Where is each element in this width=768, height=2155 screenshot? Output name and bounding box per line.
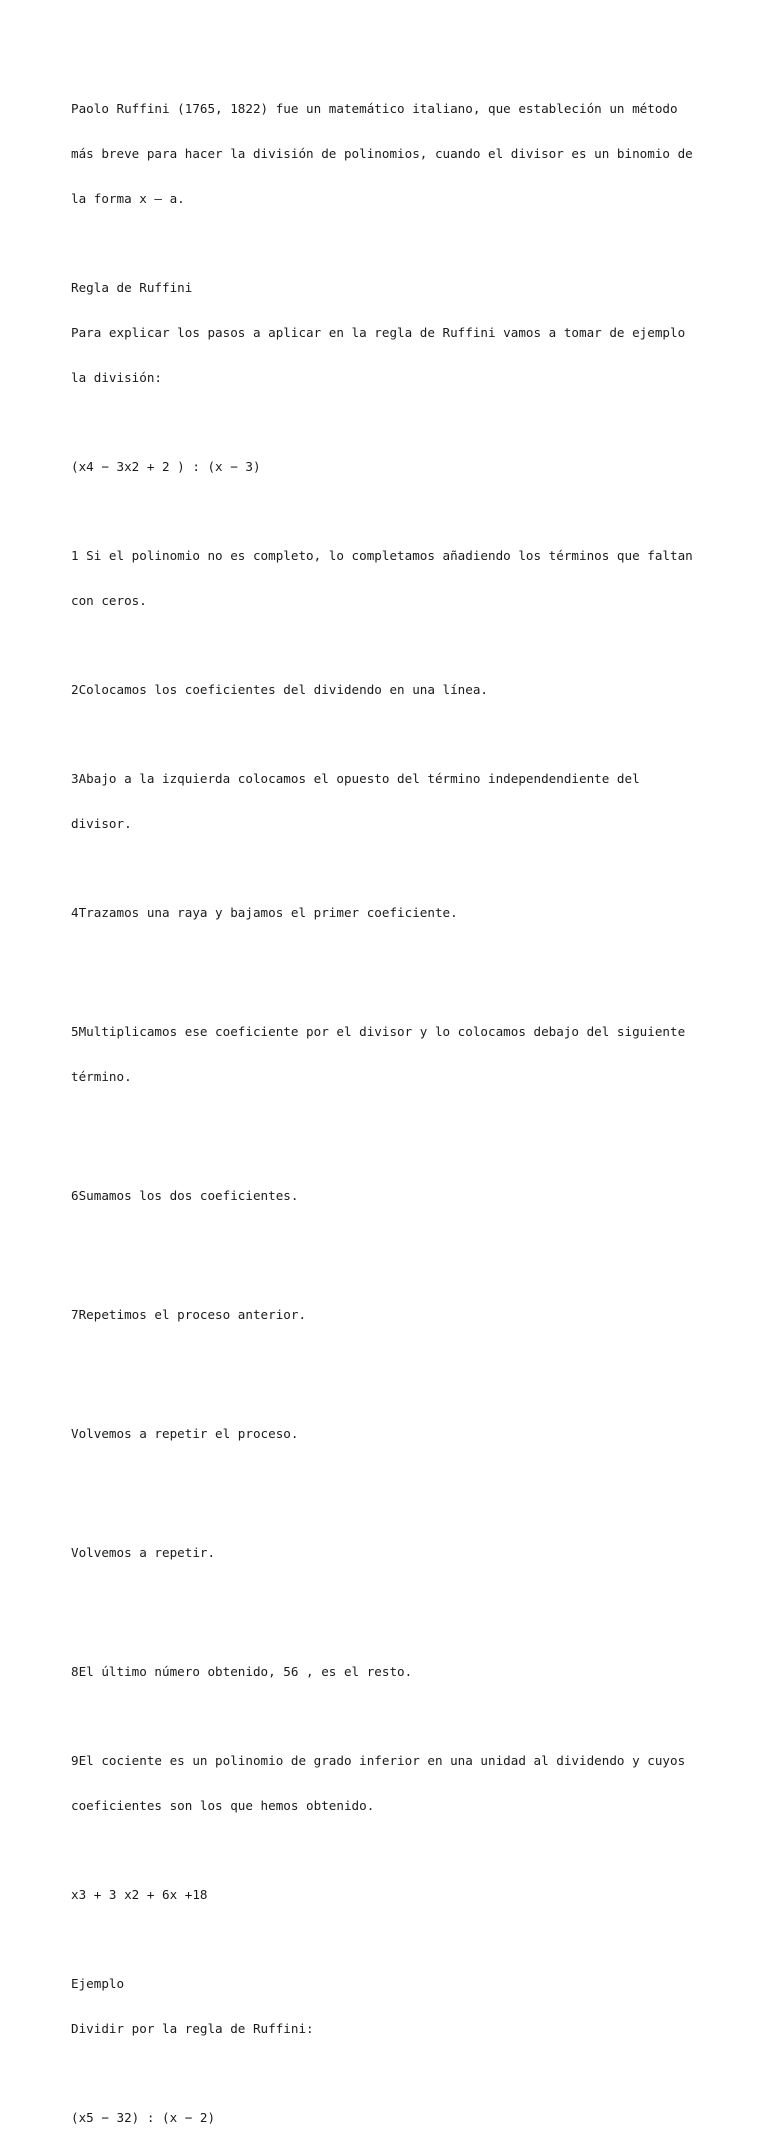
section-title: Regla de Ruffini xyxy=(71,280,193,295)
repeat-2 xyxy=(71,1515,711,1590)
document-page xyxy=(71,71,711,2155)
text-line: Dividir por la regla de Ruffini: xyxy=(71,2021,314,2036)
text-line: 4Trazamos una raya y bajamos el primer coeficiente. xyxy=(71,905,458,920)
text-line: divisor. xyxy=(71,816,132,831)
text-line: 7Repetimos el proceso anterior. xyxy=(71,1307,307,1322)
step-5 xyxy=(71,994,711,1114)
formula: (x4 − 3x2 + 2 ) : (x − 3) xyxy=(71,459,261,474)
formula: (x5 − 32) : (x − 2) xyxy=(71,2110,216,2125)
step-2 xyxy=(71,652,711,727)
text-line: 5Multiplicamos ese coeficiente por el divisor y lo colocamos debajo del siguiente xyxy=(71,1024,686,1039)
repeat-1 xyxy=(71,1396,711,1471)
step-9 xyxy=(71,1723,711,1843)
example-section xyxy=(71,1946,711,2066)
text-line: Paolo Ruffini (1765, 1822) fue un matemático italiano, que estableción un método xyxy=(71,101,678,116)
division-example xyxy=(71,429,711,504)
text-line: 8El último número obtenido, 56 , es el resto. xyxy=(71,1664,413,1679)
step-7 xyxy=(71,1277,711,1352)
text-line: Para explicar los pasos a aplicar en la regla de Ruffini vamos a tomar de ejemplo xyxy=(71,325,686,340)
text-line: 3Abajo a la izquierda colocamos el opuesto del término independendiente del xyxy=(71,771,640,786)
step-1 xyxy=(71,518,711,638)
step-8 xyxy=(71,1634,711,1709)
text-line: 9El cociente es un polinomio de grado inferior en una unidad al dividendo y cuyos xyxy=(71,1753,686,1768)
text-line: 1 Si el polinomio no es completo, lo completamos añadiendo los términos que faltan xyxy=(71,548,693,563)
text-line: más breve para hacer la división de polinomios, cuando el divisor es un binomio de xyxy=(71,146,693,161)
text-line: 2Colocamos los coeficientes del dividendo en una línea. xyxy=(71,682,489,697)
text-line: término. xyxy=(71,1069,132,1084)
text-line: 6Sumamos los dos coeficientes. xyxy=(71,1188,299,1203)
intro-paragraph xyxy=(71,71,711,236)
quotient xyxy=(71,1857,711,1932)
text-line: la forma x — a. xyxy=(71,191,185,206)
text-line: con ceros. xyxy=(71,593,147,608)
step-3 xyxy=(71,741,711,861)
text-line: Volvemos a repetir el proceso. xyxy=(71,1426,299,1441)
rule-section xyxy=(71,250,711,415)
section-title: Ejemplo xyxy=(71,1976,125,1991)
text-line: Volvemos a repetir. xyxy=(71,1545,216,1560)
step-4 xyxy=(71,875,711,950)
example-division xyxy=(71,2080,711,2155)
step-6 xyxy=(71,1158,711,1233)
formula: x3 + 3 x2 + 6x +18 xyxy=(71,1887,208,1902)
text-line: coeficientes son los que hemos obtenido. xyxy=(71,1798,375,1813)
text-line: la división: xyxy=(71,370,162,385)
